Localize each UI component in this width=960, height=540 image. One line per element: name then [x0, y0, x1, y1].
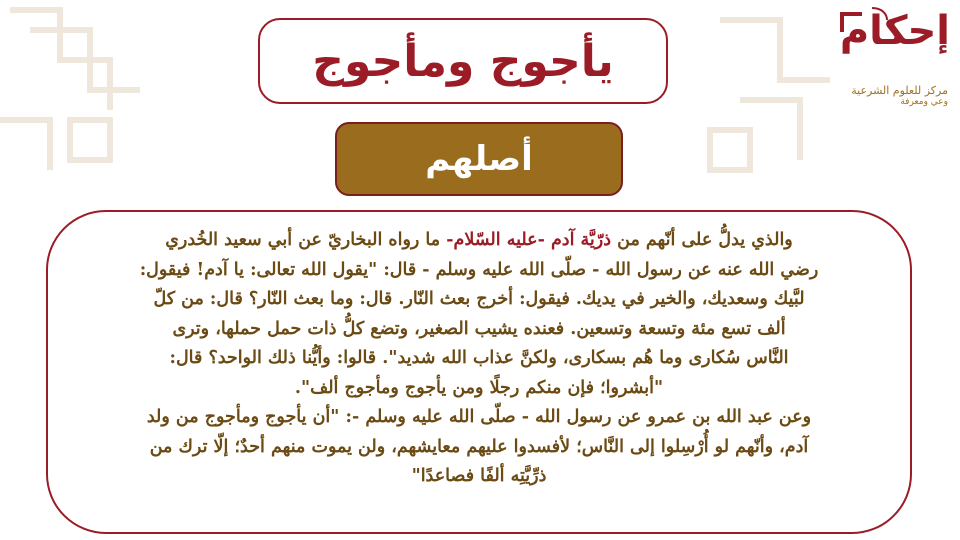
paragraph1-line6: "أبشروا؛ فإن منكم رجلًا ومن يأجوج ومأجوج ألف".	[294, 377, 664, 398]
p1-l1-part-c: ما رواه البخاريّ عن أبي سعيد الخُدري	[165, 230, 447, 250]
paragraph2-line3: ذرِّيَّتِه ألفًا فصاعدًا"	[411, 466, 547, 486]
logo-name: إحكام	[839, 8, 950, 54]
title-box	[258, 18, 668, 104]
paragraph2-line2: آدم، وأنّهم لو أُرْسِلوا إلى النَّاس؛ لأفسدوا عليهم معايشهم، ولن يموت منهم أحدٌ؛ إلّا ترك من	[149, 436, 809, 457]
content-text	[78, 226, 880, 492]
logo-motto: وعي ومعرفة	[900, 97, 948, 107]
page-title: يأجوج ومأجوج	[312, 35, 614, 87]
background-ornament-right-icon	[700, 0, 840, 200]
paragraph2-line1: وعن عبد الله بن عمرو عن رسول الله - صلّى الله عليه وسلم -: "أن يأجوج ومأجوج من ولد	[146, 407, 812, 427]
paragraph1-line1	[78, 226, 880, 256]
p1-l1-part-a: والذي يدلُّ على أنّهم من	[611, 230, 793, 250]
paragraph1-line2: رضي الله عنه عن رسول الله - صلّى الله عليه وسلم - قال: "يقول الله تعالى: يا آدم! فيقول:	[139, 259, 819, 280]
p1-l1-highlight: ذرّيَّة آدم -عليه السّلام-	[446, 230, 612, 250]
paragraph1-line5: النَّاس سُكارى وما هُم بسكارى، ولكنَّ عذاب الله شديد". قالوا: وأيُّنا ذلك الواحد؟ قال:	[169, 348, 789, 368]
logo-tagline: مركز للعلوم الشرعية	[851, 84, 948, 97]
logo	[832, 6, 954, 110]
content-box	[46, 210, 912, 534]
background-ornament-left-icon	[0, 0, 170, 180]
subtitle-box	[335, 122, 623, 196]
paragraph1-line3: لبَّيك وسعديك، والخير في يديك. فيقول: أخرج بعث النّار. قال: وما بعث النّار؟ قال: من كلّ	[153, 289, 805, 309]
section-subtitle: أصلهم	[425, 139, 533, 179]
paragraph1-line4: ألف تسع مئة وتسعة وتسعين. فعنده يشيب الصغير، وتضع كلُّ ذات حمل حملها، وترى	[172, 318, 786, 339]
